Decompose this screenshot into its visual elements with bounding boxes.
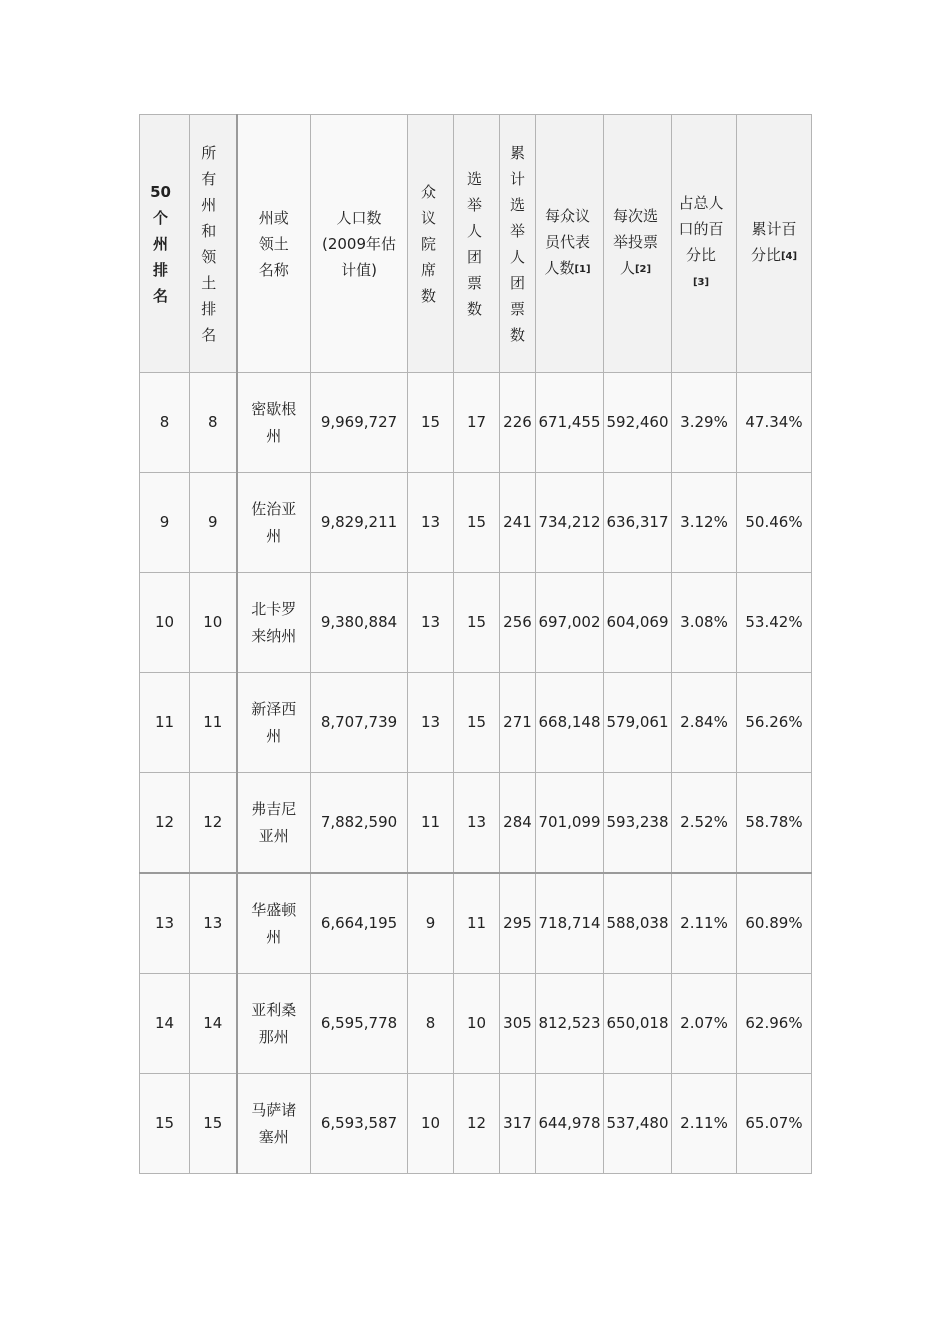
cell-house-seats: 8 [408, 974, 454, 1074]
cell-rank-all: 12 [190, 773, 237, 874]
table-row [140, 1074, 812, 1174]
cell-house-seats: 10 [408, 1074, 454, 1174]
cell-per-election-voters: 593,238 [604, 773, 672, 874]
cell-house-seats: 13 [408, 673, 454, 773]
cell-cumulative-percent: 53.42% [737, 573, 812, 673]
cell-electoral-votes: 15 [454, 573, 500, 673]
cell-cumulative-electoral-votes: 305 [500, 974, 536, 1074]
header-rank-all[interactable]: 所有州和领土排名 [190, 115, 237, 373]
header-cumulative-percent[interactable]: 累计百分比[4] [737, 115, 812, 373]
header-population[interactable]: 人口数(2009年估计值) [311, 115, 408, 373]
cell-percent-population: 2.52% [672, 773, 737, 874]
cell-percent-population: 2.84% [672, 673, 737, 773]
table-row [140, 873, 812, 974]
cell-house-seats: 9 [408, 873, 454, 974]
cell-cumulative-percent: 60.89% [737, 873, 812, 974]
header-per-representative[interactable]: 每众议员代表人数[1] [536, 115, 604, 373]
cell-state-name[interactable]: 密歇根州 [237, 373, 311, 473]
cell-house-seats: 13 [408, 473, 454, 573]
cell-cumulative-percent: 65.07% [737, 1074, 812, 1174]
cell-per-representative: 697,002 [536, 573, 604, 673]
cell-electoral-votes: 15 [454, 473, 500, 573]
cell-population: 9,380,884 [311, 573, 408, 673]
ref-1[interactable]: [1] [574, 264, 591, 275]
cell-population: 6,664,195 [311, 873, 408, 974]
cell-electoral-votes: 13 [454, 773, 500, 874]
cell-state-name[interactable]: 弗吉尼亚州 [237, 773, 311, 874]
cell-cumulative-electoral-votes: 256 [500, 573, 536, 673]
cell-population: 6,593,587 [311, 1074, 408, 1174]
cell-rank-all: 14 [190, 974, 237, 1074]
cell-per-election-voters: 579,061 [604, 673, 672, 773]
cell-house-seats: 15 [408, 373, 454, 473]
cell-rank-50: 8 [140, 373, 190, 473]
ref-2[interactable]: [2] [634, 264, 652, 275]
table-row [140, 473, 812, 573]
cell-population: 8,707,739 [311, 673, 408, 773]
cell-rank-50: 14 [140, 974, 190, 1074]
ref-3[interactable]: [3] [692, 277, 710, 288]
cell-house-seats: 11 [408, 773, 454, 874]
cell-rank-50: 10 [140, 573, 190, 673]
header-percent-population[interactable]: 占总人口的百分比[3] [672, 115, 737, 373]
population-table [139, 114, 812, 1174]
cell-per-representative: 671,455 [536, 373, 604, 473]
cell-percent-population: 2.11% [672, 1074, 737, 1174]
table-row [140, 773, 812, 874]
cell-rank-50: 9 [140, 473, 190, 573]
cell-state-name[interactable]: 马萨诸塞州 [237, 1074, 311, 1174]
table-row [140, 974, 812, 1074]
cell-electoral-votes: 12 [454, 1074, 500, 1174]
cell-cumulative-electoral-votes: 241 [500, 473, 536, 573]
cell-state-name[interactable]: 亚利桑那州 [237, 974, 311, 1074]
cell-rank-50: 13 [140, 873, 190, 974]
cell-per-representative: 701,099 [536, 773, 604, 874]
cell-per-representative: 812,523 [536, 974, 604, 1074]
cell-rank-all: 11 [190, 673, 237, 773]
cell-per-representative: 668,148 [536, 673, 604, 773]
ref-4[interactable]: [4] [780, 251, 798, 262]
cell-per-election-voters: 537,480 [604, 1074, 672, 1174]
cell-electoral-votes: 11 [454, 873, 500, 974]
cell-cumulative-electoral-votes: 226 [500, 373, 536, 473]
cell-per-representative: 644,978 [536, 1074, 604, 1174]
cell-cumulative-percent: 47.34% [737, 373, 812, 473]
cell-electoral-votes: 15 [454, 673, 500, 773]
cell-house-seats: 13 [408, 573, 454, 673]
cell-percent-population: 3.12% [672, 473, 737, 573]
cell-per-election-voters: 588,038 [604, 873, 672, 974]
cell-state-name[interactable]: 华盛顿州 [237, 873, 311, 974]
table-row [140, 373, 812, 473]
cell-state-name[interactable]: 佐治亚州 [237, 473, 311, 573]
cell-population: 6,595,778 [311, 974, 408, 1074]
cell-cumulative-percent: 58.78% [737, 773, 812, 874]
header-state-name[interactable]: 州或领土名称 [237, 115, 311, 373]
header-cumulative-electoral-votes[interactable]: 累计选举人团票数 [500, 115, 536, 373]
cell-rank-50: 12 [140, 773, 190, 874]
cell-electoral-votes: 17 [454, 373, 500, 473]
cell-rank-all: 8 [190, 373, 237, 473]
cell-per-election-voters: 650,018 [604, 974, 672, 1074]
header-per-election-voters[interactable]: 每次选举投票人[2] [604, 115, 672, 373]
cell-cumulative-electoral-votes: 317 [500, 1074, 536, 1174]
cell-rank-50: 15 [140, 1074, 190, 1174]
cell-per-representative: 718,714 [536, 873, 604, 974]
cell-cumulative-electoral-votes: 284 [500, 773, 536, 874]
cell-percent-population: 2.11% [672, 873, 737, 974]
cell-per-representative: 734,212 [536, 473, 604, 573]
cell-percent-population: 3.08% [672, 573, 737, 673]
table-row [140, 673, 812, 773]
cell-rank-all: 10 [190, 573, 237, 673]
cell-rank-all: 15 [190, 1074, 237, 1174]
cell-per-election-voters: 592,460 [604, 373, 672, 473]
cell-rank-50: 11 [140, 673, 190, 773]
cell-cumulative-percent: 62.96% [737, 974, 812, 1074]
header-electoral-votes[interactable]: 选举人团票数 [454, 115, 500, 373]
header-house-seats[interactable]: 众议院席数 [408, 115, 454, 373]
cell-population: 7,882,590 [311, 773, 408, 874]
table-body [140, 373, 812, 1174]
cell-percent-population: 2.07% [672, 974, 737, 1074]
cell-cumulative-electoral-votes: 271 [500, 673, 536, 773]
cell-population: 9,969,727 [311, 373, 408, 473]
cell-per-election-voters: 604,069 [604, 573, 672, 673]
cell-rank-all: 13 [190, 873, 237, 974]
cell-rank-all: 9 [190, 473, 237, 573]
cell-percent-population: 3.29% [672, 373, 737, 473]
cell-state-name[interactable]: 北卡罗来纳州 [237, 573, 311, 673]
cell-electoral-votes: 10 [454, 974, 500, 1074]
table-row [140, 573, 812, 673]
header-row [140, 115, 812, 373]
cell-population: 9,829,211 [311, 473, 408, 573]
header-rank-50-states[interactable]: 50个州排名 [140, 115, 190, 373]
cell-per-election-voters: 636,317 [604, 473, 672, 573]
cell-state-name[interactable]: 新泽西州 [237, 673, 311, 773]
cell-cumulative-electoral-votes: 295 [500, 873, 536, 974]
cell-cumulative-percent: 50.46% [737, 473, 812, 573]
cell-cumulative-percent: 56.26% [737, 673, 812, 773]
